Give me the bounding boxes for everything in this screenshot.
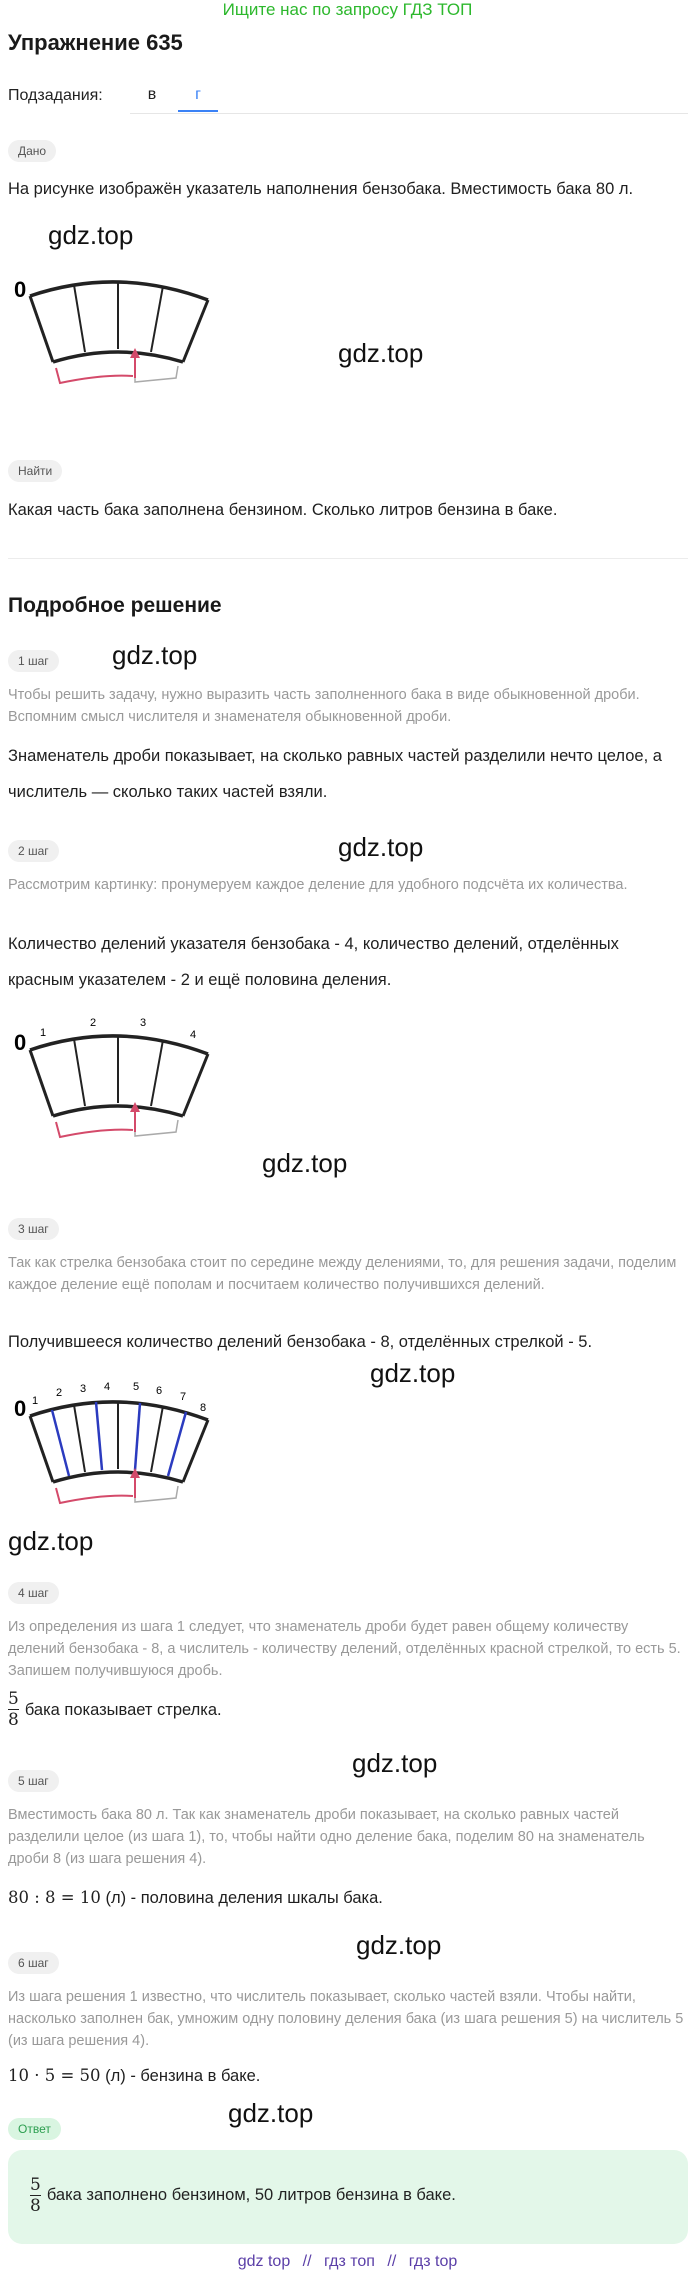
fraction (8, 1690, 19, 1729)
step-2-chip: 2 шаг (8, 840, 59, 862)
step-5-chip: 5 шаг (8, 1770, 59, 1792)
subtask-tab-v[interactable]: в (147, 86, 157, 103)
fraction-denominator: 8 (8, 1710, 19, 1730)
step-2-hint: Рассмотрим картинку: пронумеруем каждое деление для удобного подсчёта их количества. (8, 877, 628, 893)
given-chip: Дано (8, 140, 56, 162)
solution-title: Подробное решение (8, 594, 222, 617)
gauge-label-4: 4 (190, 1029, 197, 1041)
step-5-hint: Вместимость бака 80 л. Так как знаменатель дроби показывает, на сколько равных частей разделили целое (из шага 1), то, чтобы найти одно деление бака, поделим 80 на знаменатель дроби 8 (из шага решения 4). (8, 1807, 645, 1867)
gauge-label-7: 7 (180, 1391, 187, 1403)
step-4-text: бака показывает стрелка. (24, 1700, 222, 1719)
step-6-text: (л) - бензина в баке. (105, 2067, 261, 2085)
given-text: На рисунке изображён указатель наполнения бензобака. Вместимость бака 80 л. (8, 180, 634, 198)
answer-chip: Ответ (8, 2118, 61, 2140)
step-2-text: Количество делений указателя бензобака - 4, количество делений, отделённых красным указателем - 2 и ещё половина деления. (8, 935, 619, 989)
step-4-hint: Из определения из шага 1 следует, что знаменатель дроби будет равен общему количеству делений бензобака - 8, а числитель - количеству делений, отделённых красной стрелкой, то есть 5. Запишем получившуюся дробь. (8, 1619, 681, 1679)
watermark: gdz.top (112, 640, 198, 670)
watermark: gdz.top (356, 1930, 442, 1960)
gauge-label-1: 1 (40, 1027, 47, 1039)
gauge-label-5: 5 (133, 1381, 140, 1393)
find-chip: Найти (8, 460, 62, 482)
tabs-divider (130, 113, 688, 114)
footer-link-1[interactable]: gdz top (237, 2253, 291, 2270)
step-6-chip: 6 шаг (8, 1952, 59, 1974)
subtask-tab-g[interactable]: г (178, 78, 218, 112)
step-5-math: 80 : 8 = 10 (8, 1888, 101, 1907)
answer-text: бака заполнено бензином, 50 литров бензина в баке. (46, 2186, 456, 2204)
step-1-chip: 1 шаг (8, 650, 59, 672)
gauge-label-1: 1 (32, 1395, 39, 1407)
step-3-hint: Так как стрелка бензобака стоит по середине между делениями, то, для решения задачи, поделим каждое деление ещё пополам и посчитаем количество получившихся делений. (8, 1255, 677, 1293)
footer-link-3[interactable]: гдз top (408, 2253, 458, 2270)
gauge-zero-label: 0 (14, 1030, 27, 1055)
footer (0, 2253, 695, 2271)
fraction-numerator: 5 (8, 1689, 19, 1709)
gauge-label-3: 3 (140, 1017, 147, 1029)
gauge-label-6: 6 (156, 1385, 163, 1397)
fuel-gauge-halves-image (8, 1376, 238, 1511)
step-3-chip: 3 шаг (8, 1218, 59, 1240)
step-6-result (8, 2062, 688, 2090)
step-5-text: (л) - половина деления шкалы бака. (105, 1889, 383, 1907)
watermark: gdz.top (370, 1358, 456, 1388)
footer-separator: // (387, 2253, 397, 2270)
step-3-text: Получившееся количество делений бензобака - 8, отделённых стрелкой - 5. (8, 1333, 593, 1351)
watermark: gdz.top (48, 220, 134, 250)
gauge-label-8: 8 (200, 1402, 207, 1414)
gauge-label-3: 3 (80, 1383, 87, 1395)
step-6-hint: Из шага решения 1 известно, что числитель показывает, сколько частей взяли. Чтобы найти, насколько заполнен бак, умножим одну половину деления бака (из шага решения 5) на числитель 5 (из шага решения 4). (8, 1989, 684, 2049)
gauge-label-4: 4 (104, 1381, 111, 1393)
gauge-zero-label: 0 (14, 1396, 27, 1421)
watermark: gdz.top (352, 1748, 438, 1778)
page-title: Упражнение 635 (8, 30, 183, 55)
answer-fraction-numerator: 5 (30, 2175, 41, 2195)
watermark: gdz.top (338, 338, 424, 368)
answer-fraction-denominator: 8 (30, 2196, 41, 2216)
watermark: gdz.top (262, 1148, 348, 1178)
watermark: gdz.top (228, 2098, 314, 2128)
step-1-hint: Чтобы решить задачу, нужно выразить часть заполненного бака в виде обыкновенной дроби. Вспомним смысл числителя и знаменателя обыкновенной дроби. (8, 687, 640, 725)
top-banner[interactable]: Ищите нас по запросу ГДЗ ТОП (222, 0, 473, 19)
fuel-gauge-numbered-image (8, 1010, 238, 1145)
step-4-result (8, 1690, 688, 1729)
gauge-zero-label: 0 (14, 277, 27, 302)
footer-separator: // (302, 2253, 312, 2270)
step-5-result (8, 1884, 688, 1912)
answer-box (8, 2150, 688, 2244)
gauge-label-2: 2 (56, 1387, 63, 1399)
step-4-chip: 4 шаг (8, 1582, 59, 1604)
answer-fraction (30, 2176, 41, 2215)
answer-content (30, 2176, 456, 2215)
gauge-label-2: 2 (90, 1017, 97, 1029)
watermark: gdz.top (8, 1526, 94, 1556)
find-text: Какая часть бака заполнена бензином. Сколько литров бензина в баке. (8, 501, 558, 519)
section-divider (8, 558, 688, 559)
step-1-text: Знаменатель дроби показывает, на сколько равных частей разделили нечто целое, а числитель — сколько таких частей взяли. (8, 747, 662, 801)
subtasks-label: Подзадания: (8, 87, 103, 104)
fuel-gauge-image (8, 270, 228, 400)
watermark: gdz.top (338, 832, 424, 862)
step-6-math: 10 · 5 = 50 (8, 2066, 101, 2085)
footer-link-2[interactable]: гдз топ (324, 2253, 375, 2270)
